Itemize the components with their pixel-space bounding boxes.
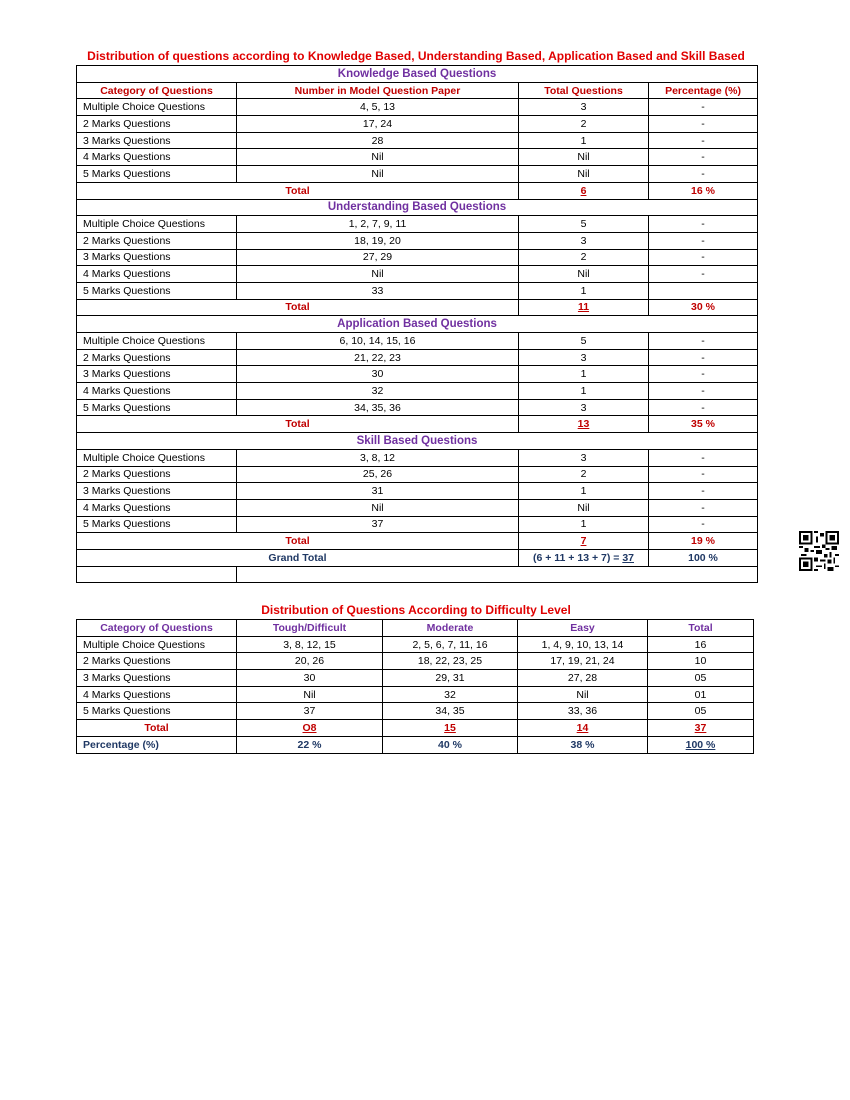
value-cell: 01 bbox=[648, 686, 754, 703]
empty-cell bbox=[237, 566, 758, 583]
percentage-cell: - bbox=[649, 232, 758, 249]
total-row bbox=[77, 720, 754, 737]
difficulty-distribution-table bbox=[76, 619, 754, 754]
total-questions-cell: 3 bbox=[519, 399, 649, 416]
table-row bbox=[77, 449, 758, 466]
value-cell: 3, 8, 12, 15 bbox=[237, 636, 383, 653]
question-numbers-cell: 37 bbox=[237, 516, 519, 533]
total-value: 37 bbox=[648, 720, 754, 737]
category-cell: 3 Marks Questions bbox=[77, 670, 237, 687]
column-header: Total bbox=[648, 620, 754, 637]
total-percent: 16 % bbox=[649, 182, 758, 199]
total-row bbox=[77, 182, 758, 199]
value-cell: 10 bbox=[648, 653, 754, 670]
empty-row bbox=[77, 566, 758, 583]
total-questions-cell: 5 bbox=[519, 216, 649, 233]
total-row bbox=[77, 416, 758, 433]
total-percent: 19 % bbox=[649, 533, 758, 550]
percentage-label: Percentage (%) bbox=[77, 736, 237, 753]
total-value: 6 bbox=[519, 182, 649, 199]
question-numbers-cell: Nil bbox=[237, 499, 519, 516]
category-cell: Multiple Choice Questions bbox=[77, 99, 237, 116]
value-cell: 20, 26 bbox=[237, 653, 383, 670]
total-questions-cell: 1 bbox=[519, 132, 649, 149]
percentage-cell: - bbox=[649, 349, 758, 366]
table-row bbox=[77, 466, 758, 483]
total-questions-cell: 1 bbox=[519, 366, 649, 383]
percentage-cell: - bbox=[649, 516, 758, 533]
grand-total-percent: 100 % bbox=[649, 549, 758, 566]
table-row bbox=[77, 349, 758, 366]
question-numbers-cell: Nil bbox=[237, 166, 519, 183]
value-cell: 37 bbox=[237, 703, 383, 720]
total-label: Total bbox=[77, 720, 237, 737]
percentage-cell: - bbox=[649, 149, 758, 166]
table-row bbox=[77, 653, 754, 670]
percentage-cell: - bbox=[649, 366, 758, 383]
percentage-cell: - bbox=[649, 249, 758, 266]
percentage-cell: - bbox=[649, 399, 758, 416]
table-row bbox=[77, 216, 758, 233]
section-header-row bbox=[77, 199, 758, 216]
table-row bbox=[77, 166, 758, 183]
total-row bbox=[77, 299, 758, 316]
total-row bbox=[77, 533, 758, 550]
value-cell: 05 bbox=[648, 703, 754, 720]
table-row bbox=[77, 399, 758, 416]
total-questions-cell: 2 bbox=[519, 249, 649, 266]
column-header: Tough/Difficult bbox=[237, 620, 383, 637]
table-row bbox=[77, 149, 758, 166]
category-cell: 4 Marks Questions bbox=[77, 266, 237, 283]
section-heading: Skill Based Questions bbox=[77, 433, 758, 450]
category-cell: 3 Marks Questions bbox=[77, 366, 237, 383]
total-questions-cell: 3 bbox=[519, 449, 649, 466]
value-cell: 27, 28 bbox=[518, 670, 648, 687]
table-row bbox=[77, 282, 758, 299]
question-numbers-cell: Nil bbox=[237, 149, 519, 166]
category-cell: 2 Marks Questions bbox=[77, 653, 237, 670]
table-row bbox=[77, 703, 754, 720]
total-questions-cell: Nil bbox=[519, 149, 649, 166]
total-value: 15 bbox=[383, 720, 518, 737]
column-header: Total Questions bbox=[519, 82, 649, 99]
table-row bbox=[77, 670, 754, 687]
question-numbers-cell: 3, 8, 12 bbox=[237, 449, 519, 466]
category-cell: 3 Marks Questions bbox=[77, 483, 237, 500]
percentage-cell: - bbox=[649, 499, 758, 516]
percentage-row bbox=[77, 736, 754, 753]
percentage-cell: - bbox=[649, 166, 758, 183]
column-header: Category of Questions bbox=[77, 620, 237, 637]
column-header: Category of Questions bbox=[77, 82, 237, 99]
column-header: Easy bbox=[518, 620, 648, 637]
percentage-cell: - bbox=[649, 116, 758, 133]
category-cell: 5 Marks Questions bbox=[77, 166, 237, 183]
category-cell: 5 Marks Questions bbox=[77, 282, 237, 299]
table-row bbox=[77, 516, 758, 533]
table-row bbox=[77, 116, 758, 133]
question-numbers-cell: 28 bbox=[237, 132, 519, 149]
total-label: Total bbox=[77, 533, 519, 550]
total-value: O8 bbox=[237, 720, 383, 737]
category-cell: 5 Marks Questions bbox=[77, 516, 237, 533]
percentage-cell: - bbox=[649, 383, 758, 400]
category-cell: Multiple Choice Questions bbox=[77, 449, 237, 466]
total-questions-cell: 2 bbox=[519, 116, 649, 133]
total-value: 7 bbox=[519, 533, 649, 550]
grand-total-formula bbox=[519, 549, 649, 566]
column-header-row bbox=[77, 620, 754, 637]
percentage-value: 22 % bbox=[237, 736, 383, 753]
distribution-title: Distribution of questions according to Knowledge Based, Understanding Based, Application Based and Skill Based bbox=[87, 49, 745, 63]
value-cell: 34, 35 bbox=[383, 703, 518, 720]
total-value: 11 bbox=[519, 299, 649, 316]
value-cell: 1, 4, 9, 10, 13, 14 bbox=[518, 636, 648, 653]
value-cell: 17, 19, 21, 24 bbox=[518, 653, 648, 670]
question-numbers-cell: 17, 24 bbox=[237, 116, 519, 133]
total-questions-cell: Nil bbox=[519, 266, 649, 283]
question-numbers-cell: 25, 26 bbox=[237, 466, 519, 483]
question-numbers-cell: 30 bbox=[237, 366, 519, 383]
category-cell: 2 Marks Questions bbox=[77, 349, 237, 366]
total-questions-cell: 3 bbox=[519, 232, 649, 249]
table-row bbox=[77, 99, 758, 116]
percentage-cell: - bbox=[649, 483, 758, 500]
section-header-row bbox=[77, 433, 758, 450]
table-row bbox=[77, 366, 758, 383]
percentage-cell: - bbox=[649, 333, 758, 350]
section-heading: Knowledge Based Questions bbox=[77, 66, 758, 83]
category-cell: 5 Marks Questions bbox=[77, 399, 237, 416]
knowledge-distribution-table bbox=[76, 65, 758, 583]
percentage-cell: - bbox=[649, 99, 758, 116]
table-row bbox=[77, 333, 758, 350]
category-cell: Multiple Choice Questions bbox=[77, 636, 237, 653]
category-cell: 4 Marks Questions bbox=[77, 499, 237, 516]
question-numbers-cell: 18, 19, 20 bbox=[237, 232, 519, 249]
total-percent: 35 % bbox=[649, 416, 758, 433]
grand-total-row bbox=[77, 549, 758, 566]
question-numbers-cell: 32 bbox=[237, 383, 519, 400]
total-questions-cell: 3 bbox=[519, 99, 649, 116]
category-cell: 3 Marks Questions bbox=[77, 132, 237, 149]
question-numbers-cell: 1, 2, 7, 9, 11 bbox=[237, 216, 519, 233]
category-cell: 4 Marks Questions bbox=[77, 686, 237, 703]
category-cell: 5 Marks Questions bbox=[77, 703, 237, 720]
total-questions-cell: Nil bbox=[519, 499, 649, 516]
table-row bbox=[77, 232, 758, 249]
total-questions-cell: 1 bbox=[519, 516, 649, 533]
total-questions-cell: 1 bbox=[519, 483, 649, 500]
category-cell: 2 Marks Questions bbox=[77, 116, 237, 133]
category-cell: Multiple Choice Questions bbox=[77, 216, 237, 233]
column-header: Number in Model Question Paper bbox=[237, 82, 519, 99]
question-numbers-cell: Nil bbox=[237, 266, 519, 283]
value-cell: 2, 5, 6, 7, 11, 16 bbox=[383, 636, 518, 653]
category-cell: 4 Marks Questions bbox=[77, 149, 237, 166]
table-row bbox=[77, 499, 758, 516]
value-cell: 33, 36 bbox=[518, 703, 648, 720]
table-row bbox=[77, 686, 754, 703]
grand-total-label: Grand Total bbox=[77, 549, 519, 566]
category-cell: 4 Marks Questions bbox=[77, 383, 237, 400]
value-cell: 05 bbox=[648, 670, 754, 687]
value-cell: 16 bbox=[648, 636, 754, 653]
category-cell: Multiple Choice Questions bbox=[77, 333, 237, 350]
question-numbers-cell: 27, 29 bbox=[237, 249, 519, 266]
question-numbers-cell: 4, 5, 13 bbox=[237, 99, 519, 116]
value-cell: Nil bbox=[518, 686, 648, 703]
total-questions-cell: 1 bbox=[519, 383, 649, 400]
grand-total-formula-text: (6 + 11 + 13 + 7) = bbox=[532, 551, 623, 564]
section-heading: Application Based Questions bbox=[77, 316, 758, 333]
question-numbers-cell: 31 bbox=[237, 483, 519, 500]
grand-total-value: 37 bbox=[622, 551, 634, 564]
value-cell: Nil bbox=[237, 686, 383, 703]
total-value: 13 bbox=[519, 416, 649, 433]
percentage-value: 38 % bbox=[518, 736, 648, 753]
total-questions-cell: 5 bbox=[519, 333, 649, 350]
total-questions-cell: 2 bbox=[519, 466, 649, 483]
total-label: Total bbox=[77, 182, 519, 199]
question-numbers-cell: 21, 22, 23 bbox=[237, 349, 519, 366]
value-cell: 32 bbox=[383, 686, 518, 703]
category-cell: 2 Marks Questions bbox=[77, 232, 237, 249]
value-cell: 29, 31 bbox=[383, 670, 518, 687]
table-row bbox=[77, 266, 758, 283]
value-cell: 18, 22, 23, 25 bbox=[383, 653, 518, 670]
question-numbers-cell: 34, 35, 36 bbox=[237, 399, 519, 416]
question-numbers-cell: 33 bbox=[237, 282, 519, 299]
question-numbers-cell: 6, 10, 14, 15, 16 bbox=[237, 333, 519, 350]
table-row bbox=[77, 249, 758, 266]
total-percent: 30 % bbox=[649, 299, 758, 316]
section-header-row bbox=[77, 66, 758, 83]
total-label: Total bbox=[77, 299, 519, 316]
qr-code-icon bbox=[799, 531, 839, 571]
category-cell: 3 Marks Questions bbox=[77, 249, 237, 266]
percentage-cell: - bbox=[649, 466, 758, 483]
column-header: Percentage (%) bbox=[649, 82, 758, 99]
total-questions-cell: Nil bbox=[519, 166, 649, 183]
percentage-cell: - bbox=[649, 449, 758, 466]
empty-cell bbox=[77, 566, 237, 583]
percentage-value: 100 % bbox=[648, 736, 754, 753]
percentage-cell bbox=[649, 282, 758, 299]
table-row bbox=[77, 132, 758, 149]
total-value: 14 bbox=[518, 720, 648, 737]
percentage-cell: - bbox=[649, 132, 758, 149]
percentage-value: 40 % bbox=[383, 736, 518, 753]
total-questions-cell: 3 bbox=[519, 349, 649, 366]
total-questions-cell: 1 bbox=[519, 282, 649, 299]
table-row bbox=[77, 383, 758, 400]
category-cell: 2 Marks Questions bbox=[77, 466, 237, 483]
table-row bbox=[77, 636, 754, 653]
column-header-row bbox=[77, 82, 758, 99]
section-header-row bbox=[77, 316, 758, 333]
difficulty-title: Distribution of Questions According to Difficulty Level bbox=[261, 603, 571, 617]
section-heading: Understanding Based Questions bbox=[77, 199, 758, 216]
percentage-cell: - bbox=[649, 216, 758, 233]
percentage-cell: - bbox=[649, 266, 758, 283]
column-header: Moderate bbox=[383, 620, 518, 637]
table-row bbox=[77, 483, 758, 500]
value-cell: 30 bbox=[237, 670, 383, 687]
total-label: Total bbox=[77, 416, 519, 433]
